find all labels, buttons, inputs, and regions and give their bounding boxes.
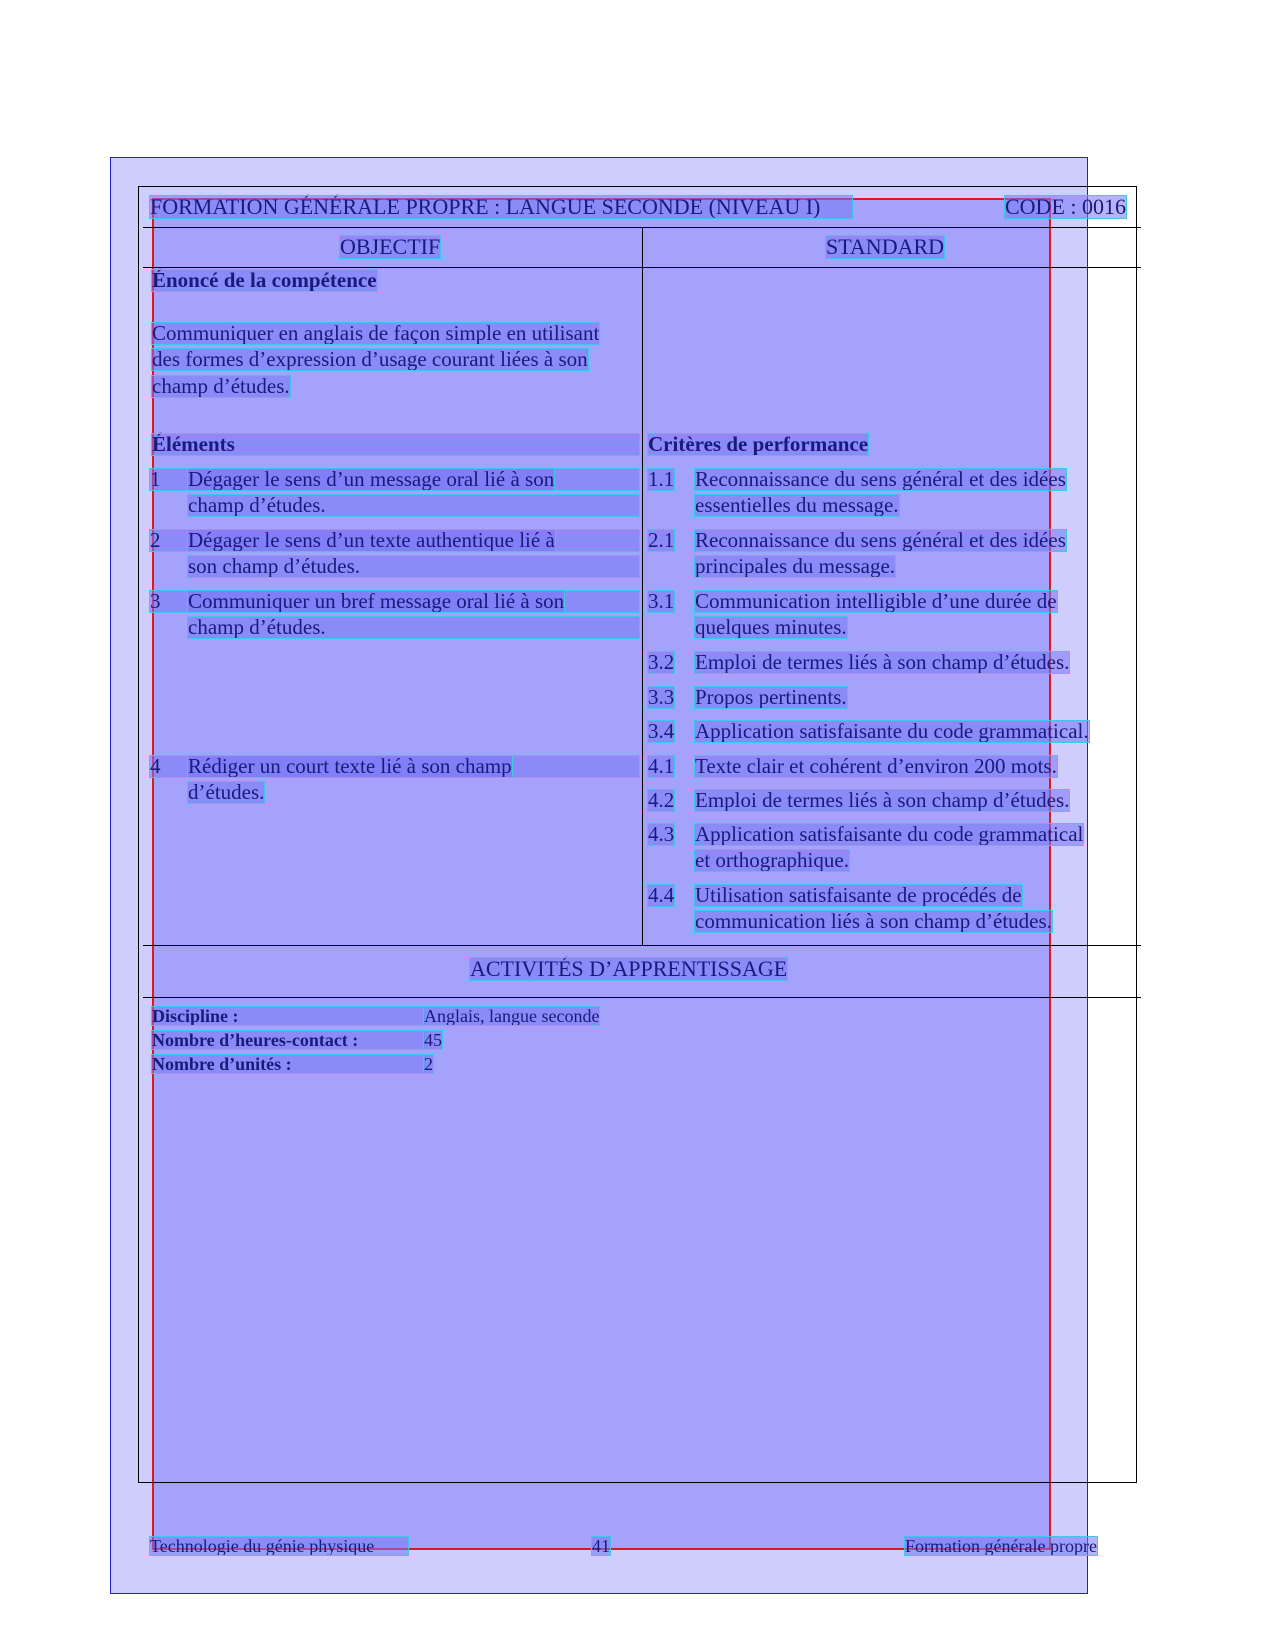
competence-line: champ d’études.: [152, 374, 290, 398]
critere-line: Texte clair et cohérent d’environ 200 mots.: [695, 754, 1057, 778]
activites-rule: [143, 997, 1141, 998]
element-line: Communiquer un bref message oral lié à son: [188, 589, 565, 613]
elements-heading: Éléments: [152, 434, 639, 455]
critere-number: 4.4: [648, 883, 675, 907]
footer-page-number: 41: [592, 1536, 610, 1556]
critere-number: 3.2: [648, 650, 675, 674]
element-number: 3: [150, 591, 639, 612]
competence-heading: Énoncé de la compétence: [152, 268, 377, 292]
critere-number: 2.1: [648, 528, 675, 552]
critere-line: quelques minutes.: [695, 615, 847, 639]
heures-label: Nombre d’heures-contact :: [152, 1031, 424, 1049]
critere-line: principales du message.: [695, 554, 896, 578]
critere-line: Reconnaissance du sens général et des idées: [695, 528, 1066, 552]
critere-line: communication liés à son champ d’études.: [695, 909, 1052, 933]
critere-number: 3.1: [648, 589, 675, 613]
critere-number: 4.3: [648, 822, 675, 846]
critere-line: essentielles du message.: [695, 493, 899, 517]
critere-number: 4.1: [648, 754, 675, 778]
element-line: Dégager le sens d’un message oral lié à son: [188, 467, 555, 491]
critere-line: et orthographique.: [695, 848, 849, 872]
activites-heading: ACTIVITÉS D’APPRENTISSAGE: [470, 956, 788, 981]
table-bottom-rule: [143, 945, 1141, 946]
critere-number: 3.3: [648, 685, 675, 709]
critere-line: Application satisfaisante du code grammatical.: [695, 719, 1089, 743]
critere-number: 1.1: [648, 467, 675, 491]
element-line: Dégager le sens d’un texte authentique lié à: [188, 528, 555, 552]
column-objectif: OBJECTIF: [340, 234, 441, 259]
element-line: d’études.: [188, 780, 265, 804]
element-number: 4: [150, 756, 639, 777]
competence-line: des formes d’expression d’usage courant liées à son: [152, 347, 588, 371]
criteres-heading: Critères de performance: [648, 432, 869, 456]
critere-line: Application satisfaisante du code grammatical: [695, 822, 1084, 846]
critere-line: Reconnaissance du sens général et des idées: [695, 467, 1066, 491]
document-code: CODE : 0016: [1005, 194, 1126, 219]
footer-right: Formation générale propre: [905, 1536, 1097, 1556]
element-line: Rédiger un court texte lié à son champ: [188, 754, 512, 778]
critere-line: Emploi de termes liés à son champ d’études.: [695, 650, 1070, 674]
critere-line: Utilisation satisfaisante de procédés de: [695, 883, 1022, 907]
document-title: FORMATION GÉNÉRALE PROPRE : LANGUE SECONDE (NIVEAU I): [150, 196, 852, 218]
element-line: champ d’études.: [188, 495, 639, 516]
unites-value: 2: [424, 1054, 433, 1074]
footer-left: Technologie du génie physique: [150, 1537, 408, 1555]
competence-line: Communiquer en anglais de façon simple en utilisant: [152, 321, 600, 345]
element-line: champ d’études.: [188, 617, 639, 638]
critere-number: 4.2: [648, 788, 675, 812]
unites-label: Nombre d’unités :: [152, 1055, 424, 1073]
critere-number: 3.4: [648, 719, 675, 743]
element-number: 2: [150, 530, 639, 551]
critere-line: Emploi de termes liés à son champ d’études.: [695, 788, 1070, 812]
discipline-value: Anglais, langue seconde: [424, 1006, 600, 1026]
discipline-label: Discipline :: [152, 1007, 424, 1025]
element-line: son champ d’études.: [188, 556, 639, 577]
column-divider: [642, 227, 643, 945]
critere-line: Propos pertinents.: [695, 685, 847, 709]
heures-value: 45: [424, 1030, 442, 1050]
column-standard: STANDARD: [826, 234, 945, 259]
critere-line: Communication intelligible d’une durée de: [695, 589, 1057, 613]
element-number: 1: [150, 469, 639, 490]
